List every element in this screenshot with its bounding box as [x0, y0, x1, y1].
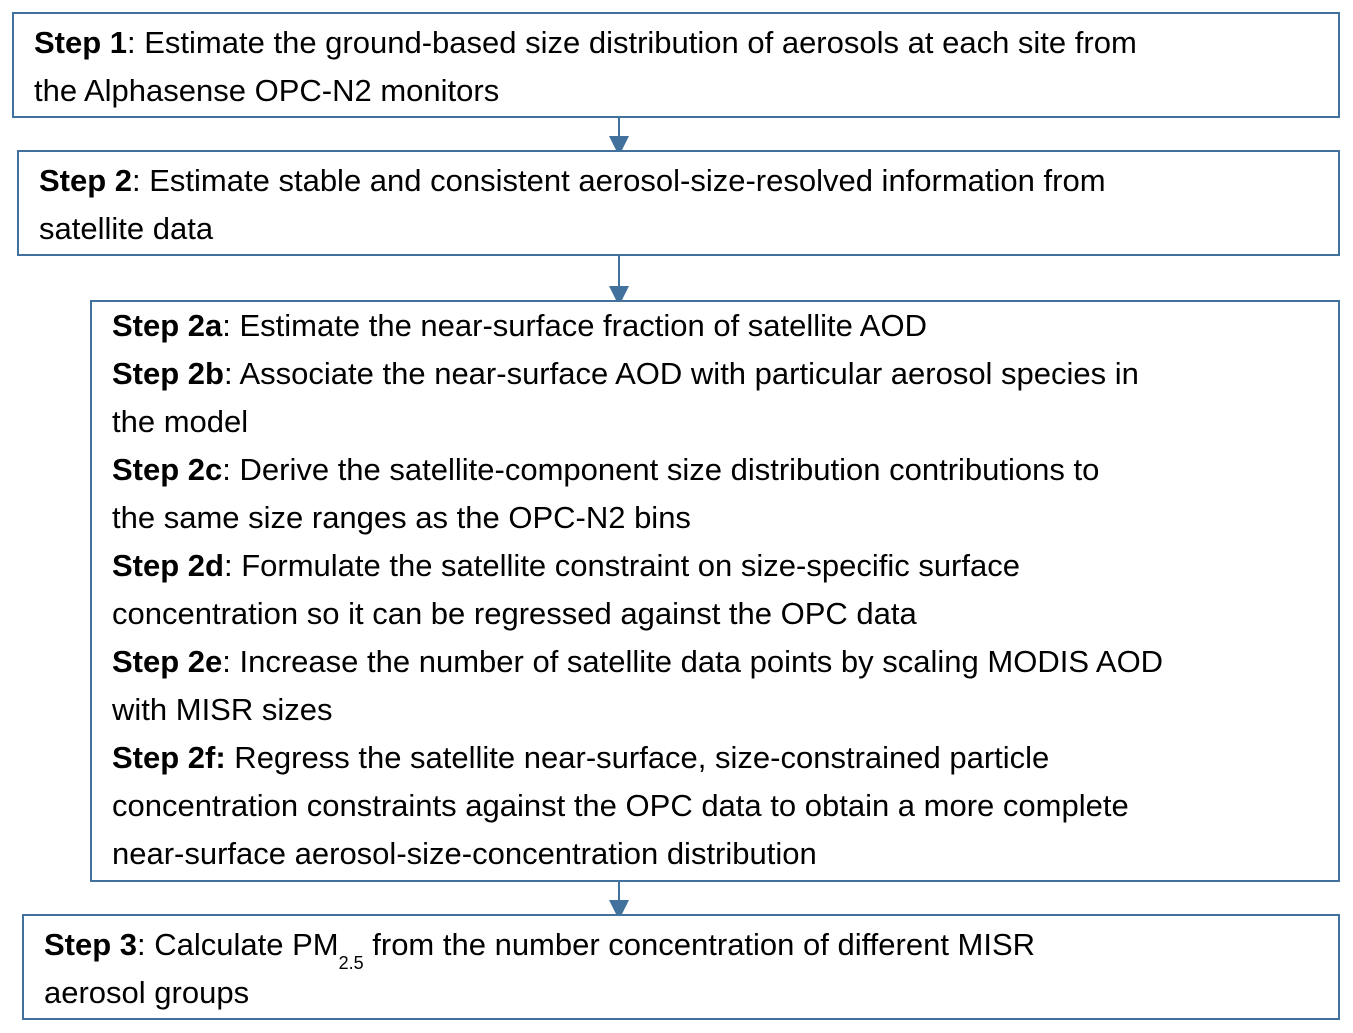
step2d-text-a: : Formulate the satellite constraint on size-specific surface [223, 548, 1020, 583]
step1-text-a: : Estimate the ground-based size distribution of aerosols at each site from [127, 25, 1137, 60]
step2f-label: Step 2f: [112, 740, 226, 775]
step2-box [17, 150, 1340, 256]
step2-line-1 [39, 157, 1324, 205]
step3-box [22, 914, 1340, 1020]
step2b-text-a: : Associate the near-surface AOD with particular aerosol species in [223, 356, 1139, 391]
step2d-label: Step 2d [112, 548, 224, 583]
pm-subscript: 2.5 [338, 953, 364, 973]
step3-label: Step 3 [44, 927, 138, 962]
step1-box [12, 12, 1340, 118]
step2c-label: Step 2c [112, 452, 223, 487]
step2b-line-1 [112, 350, 1324, 398]
step2b-line-2: the model [112, 404, 249, 439]
step2e-text-a: : Increase the number of satellite data points by scaling MODIS AOD [222, 644, 1164, 679]
step2c-line-2: the same size ranges as the OPC-N2 bins [112, 500, 691, 535]
step2f-line-1 [112, 734, 1324, 782]
step2f-line-3: near-surface aerosol-size-concentration distribution [112, 836, 817, 871]
step1-line-1 [34, 19, 1324, 67]
step3-text-a2: from the number concentration of different MISR [363, 927, 1036, 962]
substeps-box [90, 300, 1340, 882]
step1-line-2: the Alphasense OPC-N2 monitors [34, 73, 500, 108]
step2-line-2: satellite data [39, 211, 214, 246]
step2d-line-2: concentration so it can be regressed against the OPC data [112, 596, 917, 631]
step2a-label: Step 2a [112, 308, 223, 343]
step2-label: Step 2 [39, 163, 133, 198]
step3-line-2: aerosol groups [44, 975, 250, 1010]
step2e-line-2: with MISR sizes [112, 692, 333, 727]
step2d-line-1 [112, 542, 1324, 590]
step2e-line-1 [112, 638, 1324, 686]
step3-line-1 [44, 921, 1324, 973]
step2a-line-1 [112, 302, 1324, 350]
step2a-text: : Estimate the near-surface fraction of satellite AOD [222, 308, 927, 343]
step2-text-a: : Estimate stable and consistent aerosol-size-resolved information from [132, 163, 1106, 198]
step1-label: Step 1 [34, 25, 128, 60]
step2c-line-1 [112, 446, 1324, 494]
step2e-label: Step 2e [112, 644, 223, 679]
step2f-text-a: Regress the satellite near-surface, size-constrained particle [225, 740, 1050, 775]
step3-text-a: : Calculate PM [137, 927, 339, 962]
step2c-text-a: : Derive the satellite-component size distribution contributions to [222, 452, 1100, 487]
step2b-label: Step 2b [112, 356, 224, 391]
step2f-line-2: concentration constraints against the OPC data to obtain a more complete [112, 788, 1129, 823]
